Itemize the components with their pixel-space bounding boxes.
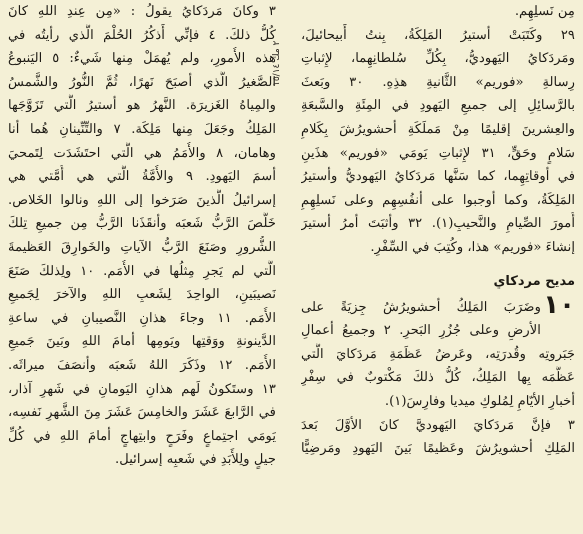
chapter-opening — [301, 289, 575, 343]
text-line: المَلِكُ وجَعَلَ مِنها مَلِكَة. ٧ والتِّنِّينانِ هُما أنا — [8, 121, 276, 137]
text-line: الشُّرورِ وصَنَعَ الرَّبُّ الآياتِ والخَوارِقَ العَظيمةَ — [8, 239, 276, 255]
right-column — [301, 0, 575, 461]
text-line: أسمَ اليَهودِ. ٩ والأُمَّةُ الَّتي هي أُمَّتي هي — [8, 169, 276, 185]
text-line: أخبارِ الأيّامِ لِمُلوكِ ميديا وفارِسَ(١). — [384, 393, 575, 409]
text-line: المَلِكِ أحشويرُشَ وعَظيمًا بَينَ اليَهودِ ومَرضِيًّا — [301, 441, 575, 457]
text-line: ٣ فإنَّ مَردَكايَ اليَهوديَّ كانَ الأوَّلَ بَعدَ — [301, 417, 575, 433]
text-line: ٣ وكانَ مَردَكايُ يقولُ : «مِن عِندِ اللهِ كانَ — [8, 4, 276, 19]
text-line: وضَرَبَ المَلِكُ أحشويرُشُ جِزيَةً على — [301, 299, 541, 315]
margin-cross-reference: ٢ مك ١٥/١٤ — [272, 40, 282, 86]
text-line: مِن نَسلِهِم. — [514, 4, 575, 19]
text-line: جَبَروتِه وقُدرَتِه، وعَرضُ عَظَمَةِ مَردَكايَ الَّتي — [301, 346, 575, 362]
section-heading: مديح مردكاي — [493, 273, 575, 289]
text-line: في أوقاتِهِما، كما سَنَّها مَردَكايُ اليَهوديُّ وأستيرُ — [301, 169, 575, 185]
text-line: الدَّينونةِ ووَقتِها ويَومِها أمامَ اللهِ وبَينَ جَميعِ — [8, 334, 276, 350]
text-line: أُمورَ الصِّيامِ والنَّحيبِ(١). ٣٢ وأثبَتَ أمرُ أستيرَ — [301, 216, 575, 232]
text-line: بالرَّسائِلِ إلى جميعِ اليَهودِ في المِئَةِ والسَّبعَةِ — [301, 98, 575, 114]
text-line: رِسالةِ «فوريم» الثَّانيةِ هذِهِ. ٣٠ وبَعثَ — [301, 74, 575, 90]
text-line: الَّتي لم يَجرِ مِثلُها في الأُمَم. ١٠ ولِذلكَ صَنَعَ — [8, 263, 276, 279]
text-line: سَلامٍ وحَقٍّ، ٣١ لإِثباتِ يَومَي «فوريم» هذَينِ — [301, 145, 575, 161]
text-line: وهامان، ٨ والأُمَمُ هي الَّتي احتَشَدَت لِتَمحيَ — [8, 145, 276, 161]
text-line: عَظَّمَه بِها المَلِكُ، كُلُّ ذلكَ مَكْتوبٌ في سِفْرِ — [301, 370, 575, 386]
text-line: والمِياهُ الغَزيرَة. النَّهرُ هو أستيرُ الَّتي تَزَوَّجَها — [8, 98, 276, 114]
text-line: إسرائيلُ الَّذينَ صَرَخوا إلى اللهِ ونالوا الخَلاص. — [8, 192, 276, 208]
text-line: الصَّغيرُ الَّذي أصبَحَ نَهرًا، ثُمَّ النُّورُ والشَّمسُ — [8, 74, 276, 90]
text-line: ومَردَكايُ اليَهوديُّ، بِكُلِّ سُلطانِهِما، لإِثباتِ — [301, 51, 575, 67]
text-line: كُلُّ ذلكَ. ٤ فإنِّي أَذكُرُ الحُلْمَ الَّذي رأيتُه في — [8, 27, 276, 43]
text-line: الأرضِ وعلى جُزُرِ البَحرِ. ٢ وجميعُ أعمالِ — [301, 323, 541, 339]
text-line: الأُمَم. ١٢ وذَكَرَ اللهُ شَعبَه وأنصَفَ ميراثَه. — [8, 357, 276, 373]
text-line: الأُمَم. ١١ وجاءَ هذانِ النَّصيبانِ في ساعةِ — [8, 310, 276, 326]
text-line: في الرَّابعَ عَشَرَ والخامِسَ عَشَرَ مِنَ الشَّهرِ نَفسِه، — [8, 405, 276, 421]
chapter-number: ١٠ — [543, 289, 575, 320]
text-line: والعِشرينَ إقليمًا مِنْ مَملَكَةِ أحشويرُشَ بِكَلامِ — [301, 121, 575, 137]
text-line: جيلٍ ولِلأَبَدِ في شَعبِه إسرائيل. — [115, 452, 276, 468]
text-line: يَومَي اجتِماعٍ وفَرَحٍ وابتِهاجٍ أمامَ اللهِ في كُلِّ — [8, 428, 276, 444]
text-line: ٢٩ وكَتَبَتْ أستيرُ المَلِكَةُ، بِنتُ أَبيحائيلَ، — [301, 27, 575, 43]
left-column — [8, 0, 276, 472]
text-line: خَلَّصَ الرَّبُّ شَعبَه وأنقَذَنا الرَّبُّ مِن جميعِ تِلكَ — [8, 216, 276, 232]
text-line: ١٣ وستَكونُ لَهم هذانِ اليَومانِ في شَهرِ آذار، — [8, 381, 276, 397]
text-line: المَلِكَةُ، وكما أوجبوا على أنفُسِهِم وعلى نَسلِهِمِ — [301, 192, 575, 208]
text-line: هذه الأُمورِ، ولم يُهمَلْ مِنها شَيءٌ: ٥ اليَنبوعُ — [8, 51, 276, 67]
text-line: إنشاءَ «فوريم» هذا، وكُتِبَ في السِّفْرِ. — [370, 239, 575, 255]
text-line: نَصيبَينِ، الواحِدَ لِشَعبِ اللهِ والآخرَ لِجَميعِ — [8, 287, 276, 303]
